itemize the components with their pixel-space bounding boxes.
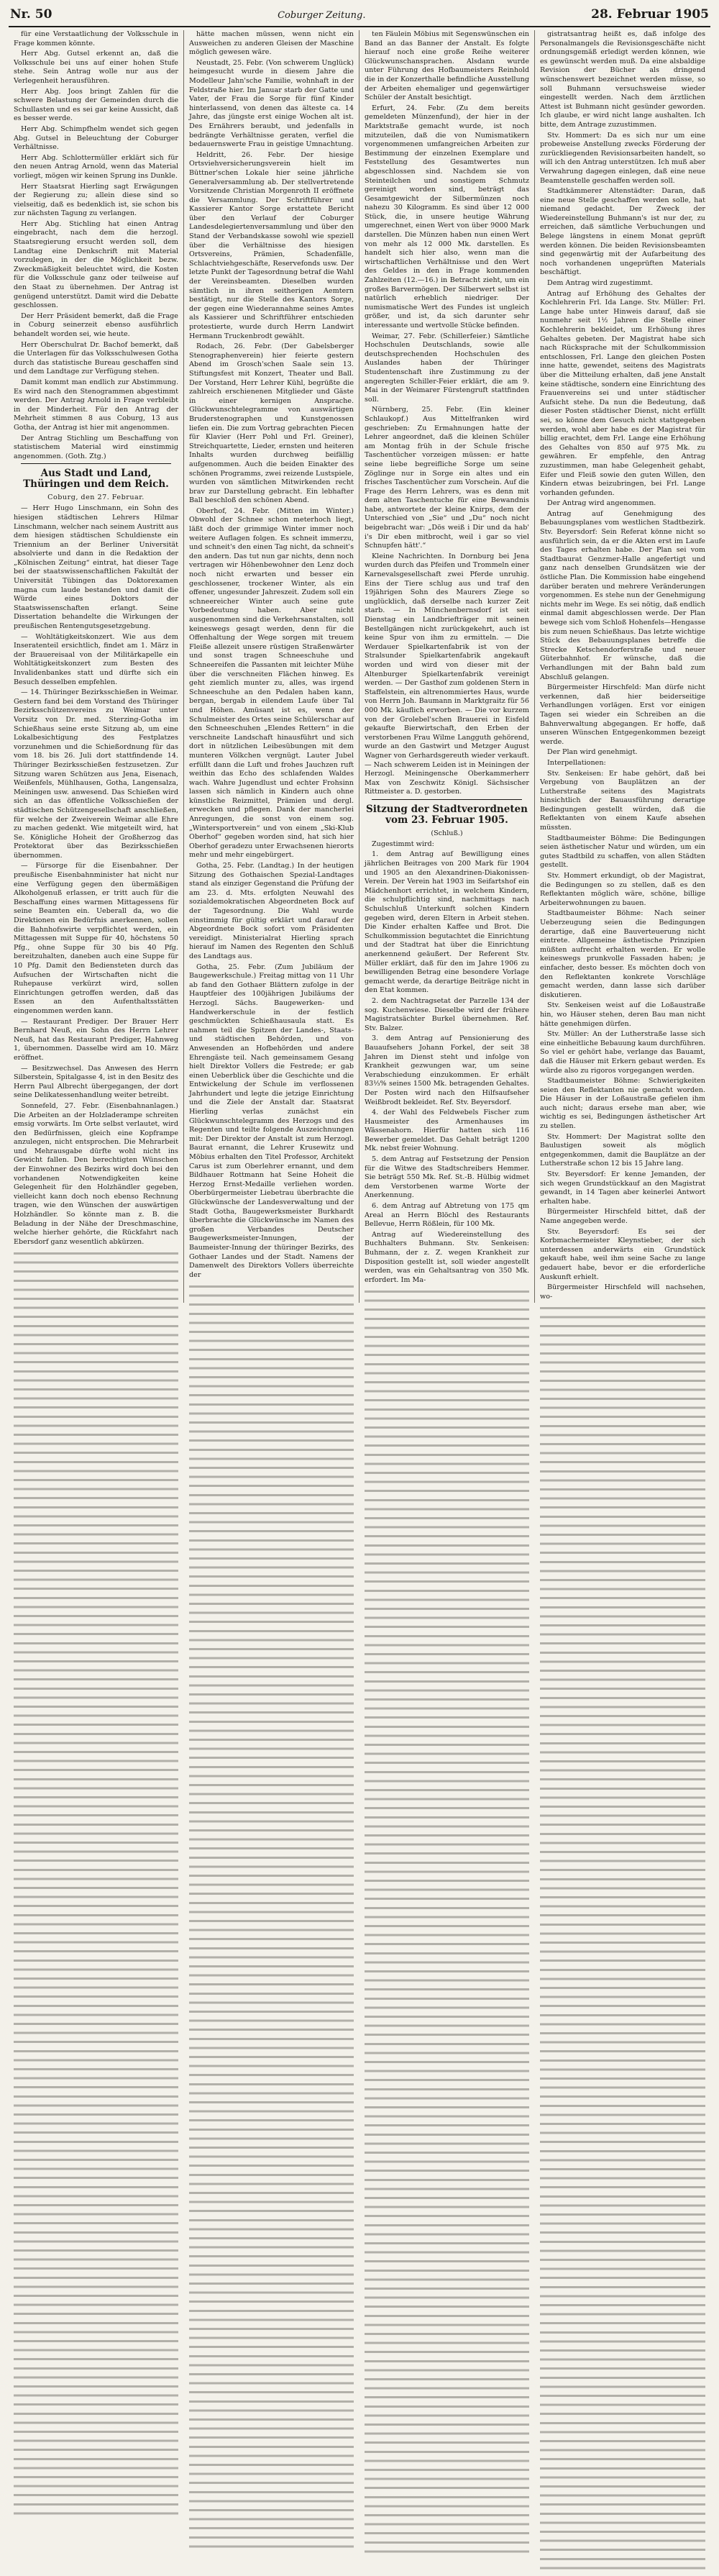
section-heading: Sitzung der Stadtverordneten vom 23. Februar 1905. [366, 803, 528, 826]
article-paragraph: Stv. Müller: An der Lutherstraße lasse sich eine einheitliche Bebauung kaum durchführen. So viel er gehört habe, verlange das Bauamt, daß die Häuser mit Erkern gebaut werden. Es würde also zu rigoros vorgegangen werden. [540, 1030, 705, 1075]
article-paragraph: für eine Verstaatlichung der Volksschule in Frage kommen könnte. [14, 30, 178, 47]
article-paragraph: Damit kommt man endlich zur Abstimmung. Es wird nach den Stenogrammen abgestimmt werden. Der Antrag Arnold in Frage verbleibt in der Minderheit. Für den Antrag der Mehrheit stimmen 8 aus Coburg, 13 aus Gotha, der Antrag ist hier mit angenommen. [14, 378, 178, 432]
article-paragraph: Bürgermeister Hirschfeld: Man dürfe nicht verkennen, daß hier beiderseitige Verhandlungen vorlägen. Erst vor einigen Tagen sei wieder ein Schreiben an die Bahnverwaltung abgegangen. Er hoffe, daß unseren Wünschen Entgegenkommen bezeigt werde. [540, 683, 705, 746]
article-paragraph: — Besitzwechsel. Das Anwesen des Herrn Silberstein, Spitalgasse 4, ist in den Besitz des Herrn Paul Albrecht übergegangen, der dort seine Delikatessenhandlung weiter betreibt. [14, 1064, 178, 1100]
article-paragraph: Nürnberg, 25. Febr. (Ein kleiner Schlaukopf.) Aus Mittelfranken wird geschrieben: Zu Ermahnungen hatte der Lehrer angeordnet, daß die kleinen Schüler am Montag früh in der Schule frische Taschentücher vorzeigen müssen: er hatte seine liebe begreifliche Sorge um seine Zöglinge nur in Sorge ein altes und ein frisches Taschentücher zum Vorschein. Auf die Frage des Herrn Lehrers, was es denn mit dem alten Taschentuche für eine Bewandnis habe, antwortete der kleine Knirps, dem der Unterschied von „Sie“ und „Du“ noch nicht beigebracht war: „Dös weiß i Dir und da hab' i's Dir eben mitbrocht, weil i gar so viel Schnupfen hätt'.“ [365, 406, 529, 550]
article-paragraph: Der Plan wird genehmigt. [547, 748, 638, 757]
article-paragraph: Gotha, 25. Febr. (Landtag.) In der heutigen Sitzung des Gothaischen Spezial-Landtages stand als einziger Gegenstand die Prüfung der am 23. d. Mts. erfolgten Neuwahl des sozialdemokratischen Abgeordneten Bock auf der Tagesordnung. Die Wahl wurde einstimmig für gültig erklärt und darauf der Abgeordnete Bock sofort vom Präsidenten vereidigt. Ministerialrat Hierling sprach hierauf im Namen des Regenten den Schluß des Landtags aus. [189, 862, 354, 960]
article-paragraph: Bürgermeister Hirschfeld will nachsehen, wo- [540, 1283, 705, 1301]
column-1 [9, 30, 184, 1303]
column-4 [535, 30, 710, 1303]
issue-number: Nr. 50 [10, 7, 52, 22]
section-divider [21, 463, 171, 464]
article-paragraph: hätte machen müssen, wenn nicht ein Ausweichen zu anderen Gleisen der Maschine möglich gewesen wäre. [189, 30, 354, 57]
article-paragraph: — Herr Hugo Linschmann, ein Sohn des hiesigen städtischen Lehrers Hilmar Linschmann, welcher nach seinem Austritt aus dem hiesigen städtischen Schuldienste ein Triennium an der Berliner Universität absolvierte und dann in die Redaktion der „Kölnischen Zeitung“ eintrat, hat dieser Tage bei der staatswissenschaftlichen Fakultät der Universität Tübingen das Doktorexamen magna cum laude bestanden und damit die Würde eines Doktors der Staatswissenschaften erlangt. Seine Dissertation behandelte die Wirkungen der preußischen Rentengutsgesetzgebung. [14, 504, 178, 631]
article-paragraph: 2. dem Nachtragsetat der Parzelle 134 der sog. Kuchenwiese. Dieselbe wird der frühere Magistratsächter Burkel übernehmen. Ref. Stv. Balzer. [365, 996, 529, 1032]
article-paragraph: Herr Abg. Stichling hat einen Antrag eingebracht, nach dem die herzogl. Staatsregierung ersucht werden soll, dem Landtag eine Denkschrift mit Material vorzulegen, in der die Möglichkeit bezw. Zweckmäßigkeit beleuchtet wird, die Kosten für die Volksschule ganz oder teilweise auf den Staat zu übernehmen. Der Antrag ist genügend unterstützt. Damit wird die Debatte geschlossen. [14, 219, 178, 310]
article-paragraph: Herr Oberschulrat Dr. Bachof bemerkt, daß die Unterlagen für das Volksschulwesen Gotha durch das statistische Bureau geschaffen sind und dem Landtage zur Verfügung stehen. [14, 340, 178, 376]
article-paragraph: — 14. Thüringer Bezirksschießen in Weimar. Gestern fand bei dem Vorstand des Thüringer Bezirksschützenvereins zu Weimar unter Vorsitz von Dr. med. Sterzing-Gotha im Schießhaus seine erste Sitzung ab, um eine Lokalbesichtigung des Festplatzes vorzunehmen und die Schießordnung für das vom 18. bis 26. Juli dort stattfindende 14. Thüringer Bezirksschießen festzusetzen. Zur Sitzung waren Schützen aus Jena, Eisenach, Weißenfels, Mühlhausen, Gotha, Langensalza, Meiningen usw. anwesend. Das Schießen wird sich an das öffentliche Volksschießen der städtischen Schützengesellschaft anschließen, für welche der Zweiverein Weimar alle Ehre zu machen gedenkt. Wie mitgeteilt wird, hat Se. Königliche Hoheit der Großherzog das Protektorat über das Bezirksschießen übernommen. [14, 688, 178, 860]
article-paragraph: Stadtkämmerer Altenstädter: Daran, daß eine neue Stelle geschaffen werden solle, hat niemand gedacht. Der Zweck der Wiedereinstellung Buhmann's ist nur der, zu erreichen, daß sämtliche Verbuchungen und Belege längstens in einem Monat geprüft werden können. Die beiden Revisionsbeamten sind gegenwärtig mit der Aufarbeitung des noch vorhandenen ungeprüften Materials beschäftigt. [540, 187, 705, 277]
section-heading: Aus Stadt und Land, Thüringen und dem Reich. [23, 468, 169, 491]
column-3 [360, 30, 535, 1303]
article-paragraph: Der Antrag Stichling um Beschaffung von statistischem Material wird einstimmig angenommen. (Goth. Ztg.) [14, 434, 178, 460]
column-continuation-text [14, 1248, 178, 2521]
columns [9, 30, 710, 1301]
article-paragraph: Stadtbaumeister Böhme: Nach seiner Ueberzeugung seien die Bedingungen derartige, daß eine Bauverteuerung nicht eintrete. Allgemeine ästhetische Prinzipien müßten aufrecht erhalten werden. Er wolle keineswegs prunkvolle Fassaden haben; je einfacher, desto besser. Es möchten doch von den Reflektanten konkrete Vorschläge gemacht werden, dann lasse sich darüber diskutieren. [540, 909, 705, 999]
article-paragraph: Zugestimmt wird: [372, 839, 434, 848]
article-paragraph: 3. dem Antrag auf Pensionierung des Bauaufsehers Johann Forkel, der seit 38 Jahren im Dienst steht und infolge von Krankheit gezwungen war, um seine Verabschiedung einzukommen. Er erhält 83⅓% seines 1500 Mk. betragenden Gehaltes. Der Posten wird nach den Hilfsaufseher Weißbrodt bekleidet. Ref. Stv. Beyersdorf. [365, 1034, 529, 1106]
article-paragraph: ten Fäulein Möbius mit Segenswünschen ein Band an das Banner der Anstalt. Es folgte hierauf noch eine große Reihe weiterer Glückwunschansprachen. Alsdann wurde unter Führung des Hofbaumeisters Reinhold die in der Konzerthalle befindliche Ausstellung der Arbeiten ehemaliger und gegenwärtiger Schüler der Anstalt besichtigt. [365, 30, 529, 102]
article-paragraph: Der Herr Präsident bemerkt, daß die Frage in Coburg seinerzeit ebenso ausführlich behandelt worden sei, wie heute. [14, 311, 178, 338]
article-paragraph: Oberhof, 24. Febr. (Mitten im Winter.) Obwohl der Schnee schon meterhoch liegt, läßt doch der grimmige Winter immer noch weitere Auflagen folgen. Es schneit immerzu, und schneit's den einen Tag nicht, da schneit's den andern. Das tut nun gar nichts, denn noch vertragen wir Höhenbewohner den Lenz doch noch nicht erwarten und besser ein geschlossener, trockener Winter, als ein offener, ungesunder Jahreszeit. Zudem soll ein schneereicher Winter auch seine gute Vorbedeutung haben. Aber nicht ausgenommen sind die Verkehrsanstalten, soll keineswegs gesagt werden, denn für die Offenhaltung der Wege sorgen mit treuem Fleiße allezeit unsere rüstigen Straßenwärter und sonst tragen Schneeschuhe und Schneereifen die Passanten mit leichter Mühe über die verschneiten Flächen hinweg. Es geht ziemlich munter zu, alles, was irgend Schneeschuhe an den Pedalen haben kann, bergan, bergab in eilendem Laufe über Tal und Höhen. Amüsant ist es, wenn der Schulmeister des Ortes seine Schülerschar auf den Schneeschuhen „Elendes Rettern“ in die verschneite Landschaft hinausführt und sich dort in nützlichen Leibesübungen mit dem munteren Völkchen vergnügt. Lauter Jubel erfüllt dann die Luft und frohes Jauchzen ruft weithin das Echo des schlafenden Waldes wach. Wahre Jugendlust und echter Frohsinn lassen sich nämlich in Kindern auch ohne künstliche Reizmittel, Prämien und dergl. erwecken und pflegen. Dank der mancherlei Anregungen, die sonst von einem sog. „Wintersportverein“ und von einem „Ski-Klub Oberhof“ gegeben worden sind, hat sich hier Oberhof geradezu unter Erwachsenen hierorts mehr und mehr eingebürgert. [189, 506, 354, 860]
article-paragraph: Stv. Beyersdorf: Es sei der Korbmachermeister Kleynstieber, der sich unterdessen anderwärts ein Grundstück gekauft habe, weil ihm seine Sache zu lange gedauert habe, bevor er die erforderliche Auskunft erhielt. [540, 1227, 705, 1281]
newspaper-title: Coburger Zeitung. [278, 10, 366, 21]
article-paragraph: Gotha, 25. Febr. (Zum Jubiläum der Baugewerkschule.) Freitag mittag von 11 Uhr ab fand den Gothaer Blättern zufolge in der Hauptfeier des 100jährigen Jubiläums der Herzogl. Sächs. Baugewerken- und Handwerkerschule in der festlich geschmückten Schießhausaula statt. Es nahmen teil die Spitzen der Landes-, Staats- und städtischen Behörden, und von Anwesenden an Hofbehörden und andere Ehrengäste teil. Nach gemeinsamem Gesang hielt Direktor Vollers die Festrede; er gab einen Ueberblick über die Geschichte und die Entwickelung der Schule im verflossenen Jahrhundert und legte die jetzige Einrichtung und die Ziele der Anstalt dar. Staatsrat Hierling verlas zunächst ein Glückwunschtelegramm des Herzogs und des Regenten und teilte folgende Auszeichnungen mit: Der Direktor der Anstalt ist zum Herzogl. Baurat ernannt, die Lehrer Krusewitz und Möbius erhalten den Titel Professor, Architekt Carus ist zum Oberlehrer ernannt, und dem Bildhauer Rottmann hat Seine Hoheit die Herzog Ernst-Medaille verliehen worden. Oberbürgermeister Liebetrau überbrachte die Glückwünsche der Landesverwaltung und der Stadt Gotha, Baugewerksmeister Burkhardt überbrachte die Glückwünsche im Namen des großen Verbandes Deutscher Baugewerksmeister-Innungen, der Baumeister-Innung der thüringer Bezirks, des Gothaer Landes und der Stadt. Namens der Damenwelt des Direktors Vollers überreichte der [189, 962, 354, 1279]
article-paragraph: Antrag auf Genehmigung des Bebauungsplanes vom westlichen Stadtbezirk. Stv. Beyersdorf: Sein Referat könne nicht so ausführlich sein, da er die Akten erst im Laufe des Tages erhalten habe. Der Plan sei vom Stadtbaurat Genzmer-Halle angefertigt und ganz nach denselben Grundsätzen wie der östliche Plan. Die Kommission habe eingehend darüber beraten und mehrere Veränderungen vorgenommen. Es stehe nun der Genehmigung nichts mehr im Wege. Es sei nötig, daß endlich einmal damit abgeschlossen werde. Der Plan bewege sich vom Schloß Hohenfels—Hengasse bis zum neuen Schießhaus. Das letzte wichtige Stück des Bebauungsplanes betreffe die Strecke Ketschendorferstraße und neuer Güterbahnhof. Er wünsche, daß die Verhandlungen mit der Bahn bald zum Abschluß gelangen. [540, 509, 705, 681]
article-paragraph: Stadtbaumeister Böhme: Schwierigkeiten seien den Reflektanten nie gemacht worden. Die Häuser in der Loßaustraße gefielen ihm auch nicht; daraus ersehe man aber, wie wichtig es sei, Bedingungen ästhetischer Art zu stellen. [540, 1077, 705, 1131]
article-paragraph: Stv. Hommert: Da es sich nur um eine probeweise Anstellung zwecks Förderung der zurückliegenden Revisionsarbeiten handelt, so will ich den Antrag unterstützen. Ich muß aber Verwahrung dagegen einlegen, daß eine neue Beamtenstelle geschaffen werden soll. [540, 131, 705, 185]
article-paragraph: Stv. Beyersdorf: Er kenne Jemanden, der sich wegen Grundstückkauf an den Magistrat gewandt, in 14 Tagen aber keinerlei Antwort erhalten habe. [540, 1170, 705, 1206]
article-paragraph: gistratsantrag heißt es, daß infolge des Personalmangels die Revisionsgeschäfte nicht ordnungsgemäß erledigt werden können, wie es gewünscht werden muß. Da eine alsbaldige Revision der Bücher als dringend wünschenswert bezeichnet werden müsse, so soll Buhmann versuchsweise wieder eingestellt werden. Nach dem ärztlichen Attest ist Buhmann nicht gesünder geworden. Ich glaube, er wird nicht lange aushalten. Ich bitte, dem Antrage zuzustimmen. [540, 30, 705, 129]
article-paragraph: Antrag auf Erhöhung des Gehaltes der Kochlehrerin Frl. Ida Lange. Stv. Müller: Frl. Lange habe unter Hinweis darauf, daß sie nunmehr seit 1½ Jahren die Stelle einer Kochlehrerin bekleidet, um Erhöhung ihres Gehaltes gebeten. Der Magistrat habe sich nach Rücksprache mit der Schulkommission entschlossen, Frl. Lange den gleichen Posten inne hatte, gewendet, seitens des Magistrats über die Mitteilung erhalten, daß jene Anstalt keine städtische, sondern eine Einrichtung des Frauenvereins sei und unter städtischer Aufsicht stehe. Da nun die Bedeutung, daß dieser Posten städtischer Dienst, nicht erfüllt sei, so könne dem Gesuch nicht stattgegeben werden, wohl aber habe es der Magistrat für billig erachtet, dem Frl. Lange eine Erhöhung des Gehaltes von 850 auf 975 Mk. zu gewähren. Er empfehle, den Antrag zuzustimmen, man habe Gelegenheit gehabt, Eifer und Fleiß sowie den guten Willen, den Kindern etwas beizubringen, bei Frl. Lange vorhanden gefunden. [540, 289, 705, 497]
article-paragraph: 4. der Wahl des Feldwebels Fischer zum Hausmeister des Armenhauses im Wässenahorn. Hierfür hatten sich 116 Bewerber gemeldet. Das Gehalt beträgt 1200 Mk. nebst freier Wohnung. [365, 1109, 529, 1153]
article-paragraph: Sonnefeld, 27. Febr. (Eisenbahnanlagen.) Die Arbeiten an der Holzladerampe schreiten emsig vorwärts. Im Orte selbst verlautet, wird den Bedürfnissen, gleich eine Kopframpe anzulegen, nicht entsprochen. Die Mehrarbeit und Mehrausgabe dürfte wohl nicht ins Gewicht fallen. Den berechtigten Wünschen der Einwohner des Bezirks wird doch bei den vorhandenen Notwendigkeiten keine Gelegenheit für den Holzhändler gegeben, vielleicht kann doch noch ebenso Rechnung tragen, wie den Wünschen der auswärtigen Holzhändler. So könnte man z. B. die Beladung in der Nähe der Dreschmaschine, welche hierher gehörte, die Rückfahrt nach Ebersdorf ganz wesentlich abkürzen. [14, 1101, 178, 1246]
section-divider [372, 799, 522, 800]
masthead [9, 7, 710, 27]
article-paragraph: Erfurt, 24. Febr. (Zu dem bereits gemeldeten Münzenfund), der hier in der Marktstraße gemacht wurde, ist noch mitzuteilen, daß die von Numismatikern vorgenommenen umfangreichen Arbeiten zur Bestimmung der einzelnen Exemplare und Feststellung des Gesamtwertes nun abgeschlossen sind. Nachdem sie von Steinteilchen und sonstigem Schmutz gereinigt worden sind, beträgt das Gesamtgewicht der Silbermünzen noch nahezu 30 Kilogramm. Es sind über 12 000 Stück, die, in unsere heutige Währung umgerechnet, einen Wert von über 9000 Mark darstellen. Die Münzen haben nun einen Wert von mehr als 12 000 Mk. darstellen. Es handelt sich hier also, wenn man die wirtschaftlichen Verhältnisse und den Wert des Geldes in den in Frage kommenden Zahlzeiten (12.—16.) in Betracht zieht, um ein großes Barvermögen. Der Silberwert selbst ist natürlich erheblich niedriger. Der numismatische Wert des Fundes ist ungleich größer, und ist, da sich darunter sehr interessante und wertvolle Stücke befinden. [365, 104, 529, 329]
article-paragraph: Der Antrag wird angenommen. [547, 499, 656, 508]
article-paragraph: Stv. Senkeisen weist auf die Loßaustraße hin, wo Häuser stehen, deren Bau man nicht hätte genehmigen dürfen. [540, 1001, 705, 1028]
article-paragraph: Antrag auf Wiedereinstellung des Buchhalters Buhmann. Stv. Senkeisen: Buhmann, der z. Z. wegen Krankheit zur Disposition gestellt ist, soll wieder angestellt werden, was ein Gehaltsantrag von 350 Mk. erfordert. Im Ma- [365, 1230, 529, 1284]
issue-date: 28. Februar 1905 [591, 7, 709, 22]
article-paragraph: Stv. Senkeisen: Er habe gehört, daß bei Vergebung von Bauplätzen an der Lutherstraße seitens des Magistrats hinsichtlich der Bauausführung derartige Bedingungen gestellt würden, daß die Reflektanten von einem Kaufe absehen müssten. [540, 769, 705, 832]
article-paragraph: Herr Abg. Schlottermüller erklärt sich für den neuen Antrag Arnold, wenn das Material vorliegt, mögen wir keinen Sprung ins Dunkle. [14, 153, 178, 180]
article-paragraph: Heldritt, 26. Febr. Der hiesige Ortsviehversicherungsverein hielt im Büttner'schen Lokale hier seine jährliche Generalversammlung ab. Der stellvertretende Vorsitzende Christian Morgenroth II eröffnete die Versammlung. Der Schriftführer und Kassierer Kantor Sorge erstattete Bericht über den Verlauf der Coburger Landesdelegiertenversammlung und über den Stand der Verbandskasse sowohl wie speziell über die Verhältnisse des hiesigen Ortsvereins, Prämien, Schadenfälle, Schlachtviehgeschäfte, Reservefonds usw. Der letzte Punkt der Tagesordnung betraf die Wahl der Vereinsbeamten. Dieselben wurden sämtlich in ihren seitherigen Aemtern bestätigt, nur die Stelle des Kantors Sorge, der gegen eine Wiederannahme seines Amtes als Kassierer und Schriftführer entschieden protestierte, wurde durch Herrn Landwirt Hermann Truckenbrodt gewählt. [189, 150, 354, 340]
article-paragraph: Bürgermeister Hirschfeld bittet, daß der Name angegeben werde. [540, 1208, 705, 1225]
article-paragraph: Herr Abg. Joos bringt Zahlen für die schwere Belastung der Gemeinden durch die Schullasten und es sei gar keine Aussicht, daß es besser werde. [14, 87, 178, 123]
column-continuation-text [365, 1286, 529, 2559]
article-paragraph: Dem Antrag wird zugestimmt. [547, 279, 654, 288]
article-paragraph: Weimar, 27. Febr. (Schillerfeier.) Sämtliche Hochschulen Deutschlands, sowie alle deutschsprechenden Hochschulen des Auslandes haben der Thüringer Studentenschaft ihre Zustimmung zu der angeregten Schiller-Feier erklärt, die am 9. Mai in der Weimarer Fürstengruft stattfinden soll. [365, 332, 529, 404]
article-paragraph: 5. dem Antrag auf Festsetzung der Pension für die Witwe des Stadtschreibers Hemmer. Sie beträgt 550 Mk. Ref. St.-B. Hülbig widmet dem Verstorbenen warme Worte der Anerkennung. [365, 1155, 529, 1200]
article-paragraph: Stadtbaumeister Böhme: Die Bedingungen seien ästhetischer Natur und würden, um ein gutes Stadtbild zu schaffen, von allen Städten gestellt. [540, 834, 705, 870]
article-paragraph: — Fürsorge für die Eisenbahner. Der preußische Eisenbahnminister hat nicht nur eine Verfügung gegen den übermäßigen Alkoholgenuß erlassen, er tritt auch für die Beschaffung eines warmen Mittagessens für seine Beamten ein. Ueberall da, wo die Direktionen ein Bedürfnis anerkennen, sollen die Bahnhofswirte verpflichtet werden, ein Mittagessen mit Suppe für 40, höchstens 50 Pfg., ohne Suppe für 30 bis 40 Pfg. bereitzuhalten, daneben auch eine Suppe für 10 Pfg. Damit den Bediensteten durch das Aufsuchen der Wirtschaften nicht die Ruhepause verkürzt wird, sollen Einrichtungen getroffen werden, daß das Essen an den Aufenthaltsstätten eingenommen werden kann. [14, 862, 178, 1015]
article-paragraph: Stv. Hommert: Der Magistrat sollte den Baulustigen soweit als möglich entgegenkommen, damit die Bauplätze an der Lutherstraße schon 12 bis 15 Jahre lang. [540, 1132, 705, 1168]
article-paragraph: Rodach, 26. Febr. (Der Gabelsberger Stenographenverein) hier feierte gestern Abend im Grosch'schen Saale sein 13. Stiftungsfest mit Konzert, Theater und Ball. Der Vorstand, Herr Lehrer Kühl, begrüßte die zahlreich erschienenen Mitglieder und Gäste in einer kernigen Ansprache. Glückwunschtelegramme von auswärtigen Bruderstenographen und Kunstgenossen liefen ein. Die zum Vortrag gebrachten Piecen für Klavier (Herr Pohl und Frl. Greiner), Streichquartette, Lieder, ernsten und heiteren Inhalts wurden durchweg beifällig aufgenommen. Auch die beiden Einakter des schönen Programms, zwei reizende Lustspiele, wurden von sämtlichen Mitwirkenden recht brav zur Darstellung gebracht. Ein lebhafter Ball beschloß den schönen Abend. [189, 342, 354, 505]
article-paragraph: — Restaurant Prediger. Der Brauer Herr Bernhard Neuß, ein Sohn des Herrn Lehrer Neuß, hat das Restaurant Prediger, Hahnweg 1, übernommen. Dasselbe wird am 10. März eröffnet. [14, 1017, 178, 1062]
article-paragraph: Stv. Hommert erkundigt, ob der Magistrat, die Bedingungen so zu stellen, daß es den Reflektanten möglich wäre, schöne, billige Arbeiterwohnungen zu bauen. [540, 872, 705, 907]
article-paragraph: Herr Abg. Schimpfhelm wendet sich gegen Abg. Gutsel in Beleuchtung der Coburger Verhältnisse. [14, 124, 178, 152]
article-paragraph: — Wohltätigkeitskonzert. Wie aus dem Inseratenteil ersichtlich, findet am 1. März in der Brauereisaal von der Militärkapelle ein Wohltätigkeitskonzert zum Besten des Invalidenbankes statt und dürfte sich ein Besuch desselben empfehlen. [14, 632, 178, 686]
column-continuation-text [189, 1281, 354, 2554]
article-paragraph: Neustadt, 25. Febr. (Von schwerem Unglück) heimgesucht wurde in diesem Jahre die Modelleur Jahn'sche Familie, wohnhaft in der Feldstraße hier. Im Januar starb der Gatte und Vater, der Frau die Sorge für fünf Kinder hinterlassend, von denen das älteste ca. 14 Jahre, das jüngste erst einige Wochen alt ist. Des Ernährers beraubt, und jedenfalls in bedrängte Verhältnisse geraten, verfiel die bedauernswerte Frau in geistige Umnachtung. [189, 58, 354, 149]
column-2 [184, 30, 360, 1303]
article-paragraph: Interpellationen: [547, 758, 606, 767]
article-paragraph: 6. dem Antrag auf Abtretung von 175 qm Areal an Herrn Blöchl des Restaurants Bellevue, Herrn Rößlein, für 100 Mk. [365, 1202, 529, 1229]
column-continuation-text [540, 1303, 705, 2575]
dateline: Coburg, den 27. Februar. [47, 493, 145, 502]
article-paragraph: 1. dem Antrag auf Bewilligung eines jährlichen Beitrages von 200 Mark für 1904 und 1905 an den Alexandrinen-Diakonissen-Verein. Der Verein hat 1903 im Seifartshof ein Mädchenhort errichtet, in welchem Kindern, die schulpflichtig sind, nachmittags nach Schulschluß Unterkunft solchen Kindern gegeben wird, deren Eltern in Arbeit stehen. Die Kinder erhalten Kaffee und Brot. Die Schulkommission begutachtet die Einrichtung und der Stadtrat hat über die Einrichtung anerkennend geäußert. Der Referent Stv. Müller erklärt, daß für den im Jahre 1906 zu bewilligenden Betrag eine besondere Vorlage gemacht werde, da derartige Beiträge nicht in den Etat kommen. [365, 850, 529, 995]
section-subheading: (Schluß.) [431, 829, 463, 837]
article-paragraph: Kleine Nachrichten. In Dornburg bei Jena wurden durch das Pfeifen und Trommeln einer Karnevalsgesellschaft zwei Pferde unruhig. Eins der Tiere schlug aus und traf den 19jährigen Sohn des Maurers Ziege so unglücklich, daß derselbe nach kurzer Zeit starb. — In Münchenbernsdorf ist seit Dienstag ein Landbriefträger mit seinen Bestellgängen nicht zurückgekehrt, auch ist keine Spur von ihm zu ermitteln. — Die Werdauer Spielkartenfabrik ist von der Stralsunder Spielkartenfabrik angekauft worden und wird von dieser mit der Altenburger Spielkartenfabrik vereinigt werden. — Der Gasthof zum goldenen Stern in Staffelstein, ein altrenommiertes Haus, wurde von Herrn Joh. Baumann in Marktgraitz für 56 000 Mk. käuflich erworben. — Die vor kurzem von der Grolebel'schen Brauerei in Eisfeld gekaufte Bierwirtschaft, den Erben der verstorbenen Frau Wilme Langguth gehörend, wurde an den Gastwirt und Metzger August Wagner von Gerhardsgereuth wieder verkauft. — Nach schwerem Leiden ist in Meiningen der Herzogl. Meiningensche Oberkammerherr Max von Zeschwitz Königl. Sächsischer Rittmeister a. D. gestorben. [365, 552, 529, 796]
article-paragraph: Herr Staatsrat Hierling sagt Erwägungen der Regierung zu; allein diese sind so vielseitig, daß es bedenklich ist, sie schon bis zur nächsten Tagung zu verlangen. [14, 182, 178, 218]
article-paragraph: Herr Abg. Gutsel erkennt an, daß die Volksschule bei uns auf einer hohen Stufe stehe. Sein Antrag wolle nur aus der Verlegenheit herausführen. [14, 50, 178, 85]
